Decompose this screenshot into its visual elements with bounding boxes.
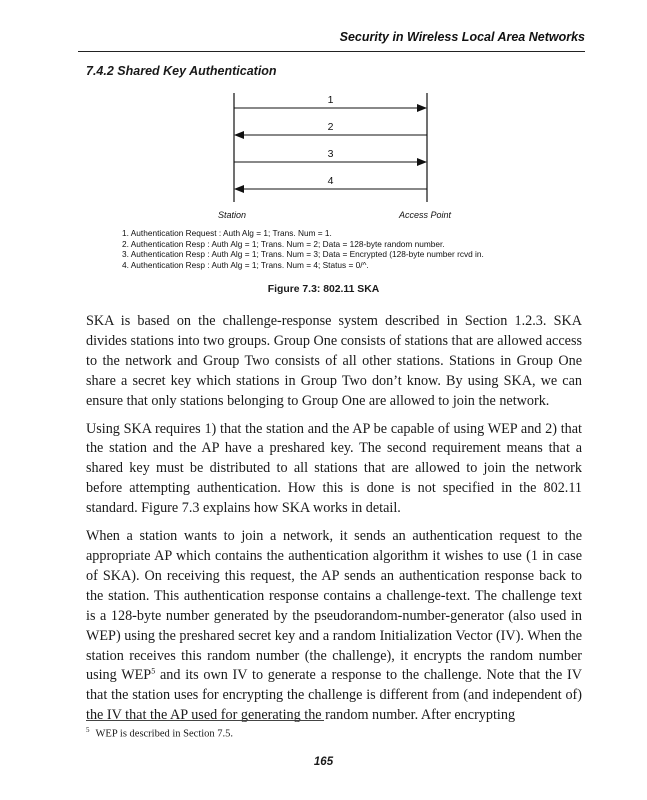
legend-item: 1. Authentication Request : Auth Alg = 1; Trans. Num = 1.	[122, 228, 332, 238]
paragraph: SKA is based on the challenge-response system described in Section 1.2.3. SKA divides stations into two groups. Group One consists of stations that are allowed access to the network and Group Two consists of all other stations. Stations in Group One share a secret key which stations in Group Two don’t know. By using SKA, we can ensure that only stations belonging to Group One are allowed to join the network.	[86, 313, 582, 409]
message-number-4: 4	[327, 175, 334, 187]
body-text	[86, 312, 582, 734]
footnote-reference[interactable]: 5	[151, 666, 156, 676]
legend-item: 4. Authentication Resp : Auth Alg = 1; Trans. Num = 4; Status = 0/^.	[122, 259, 369, 270]
footnote-rule	[86, 720, 324, 721]
header-rule	[78, 51, 585, 52]
legend-item: 2. Authentication Resp : Auth Alg = 1; Trans. Num = 2; Data = 128-byte random number.	[122, 238, 445, 249]
paragraph-text: and its own IV to generate a response to the challenge. Note that the IV that the station uses for encrypting the challenge is different from (and independent of) the IV that the AP used for generating the random number. After encrypting	[86, 667, 583, 724]
message-number-2: 2	[327, 121, 334, 133]
paragraph: Using SKA requires 1) that the station and the AP be capable of using WEP and 2) that the station and the AP have a preshared key. The second requirement means that a shared key must be distributed to all stations that are allowed to join the network before attempting authentication. How this is done is not specified in the 802.11 standard. Figure 7.3 explains how SKA works in detail.	[86, 420, 582, 517]
running-head: Security in Wireless Local Area Networks	[339, 30, 585, 44]
paragraph	[86, 527, 582, 726]
station-label: Station	[218, 210, 247, 220]
legend-item: 3. Authentication Resp : Auth Alg = 1; Trans. Num = 3; Data = Encrypted (128-byte number rcvd in.	[122, 249, 484, 260]
section-heading: 7.4.2 Shared Key Authentication	[86, 64, 277, 78]
footnote-text: WEP is described in Section 7.5.	[95, 728, 234, 740]
ska-sequence-diagram	[0, 90, 647, 226]
footnote	[86, 724, 233, 741]
paragraph-text: When a station wants to join a network, it sends an authentication request to the appropriate AP which contains the authentication algorithm it wishes to use (1 in case of SKA). On receiving this request, the AP sends an authentication response back to the station. This authentication response contains a challenge-text. The challenge text is a 128-byte number generated by the pseudorandom-number-generator (also used in WEP) using the preshared secret key and a random Initialization Vector (IV). When the station receives this random number (the challenge), it encrypts the random number using WEP	[86, 528, 582, 684]
message-number-3: 3	[327, 148, 334, 160]
ap-label: Access Point	[399, 210, 452, 220]
figure-legend	[122, 228, 484, 270]
figure-caption: Figure 7.3: 802.11 SKA	[267, 284, 380, 295]
footnote-marker: 5	[86, 726, 90, 734]
page-number: 165	[313, 756, 334, 768]
message-number-1: 1	[327, 94, 334, 106]
